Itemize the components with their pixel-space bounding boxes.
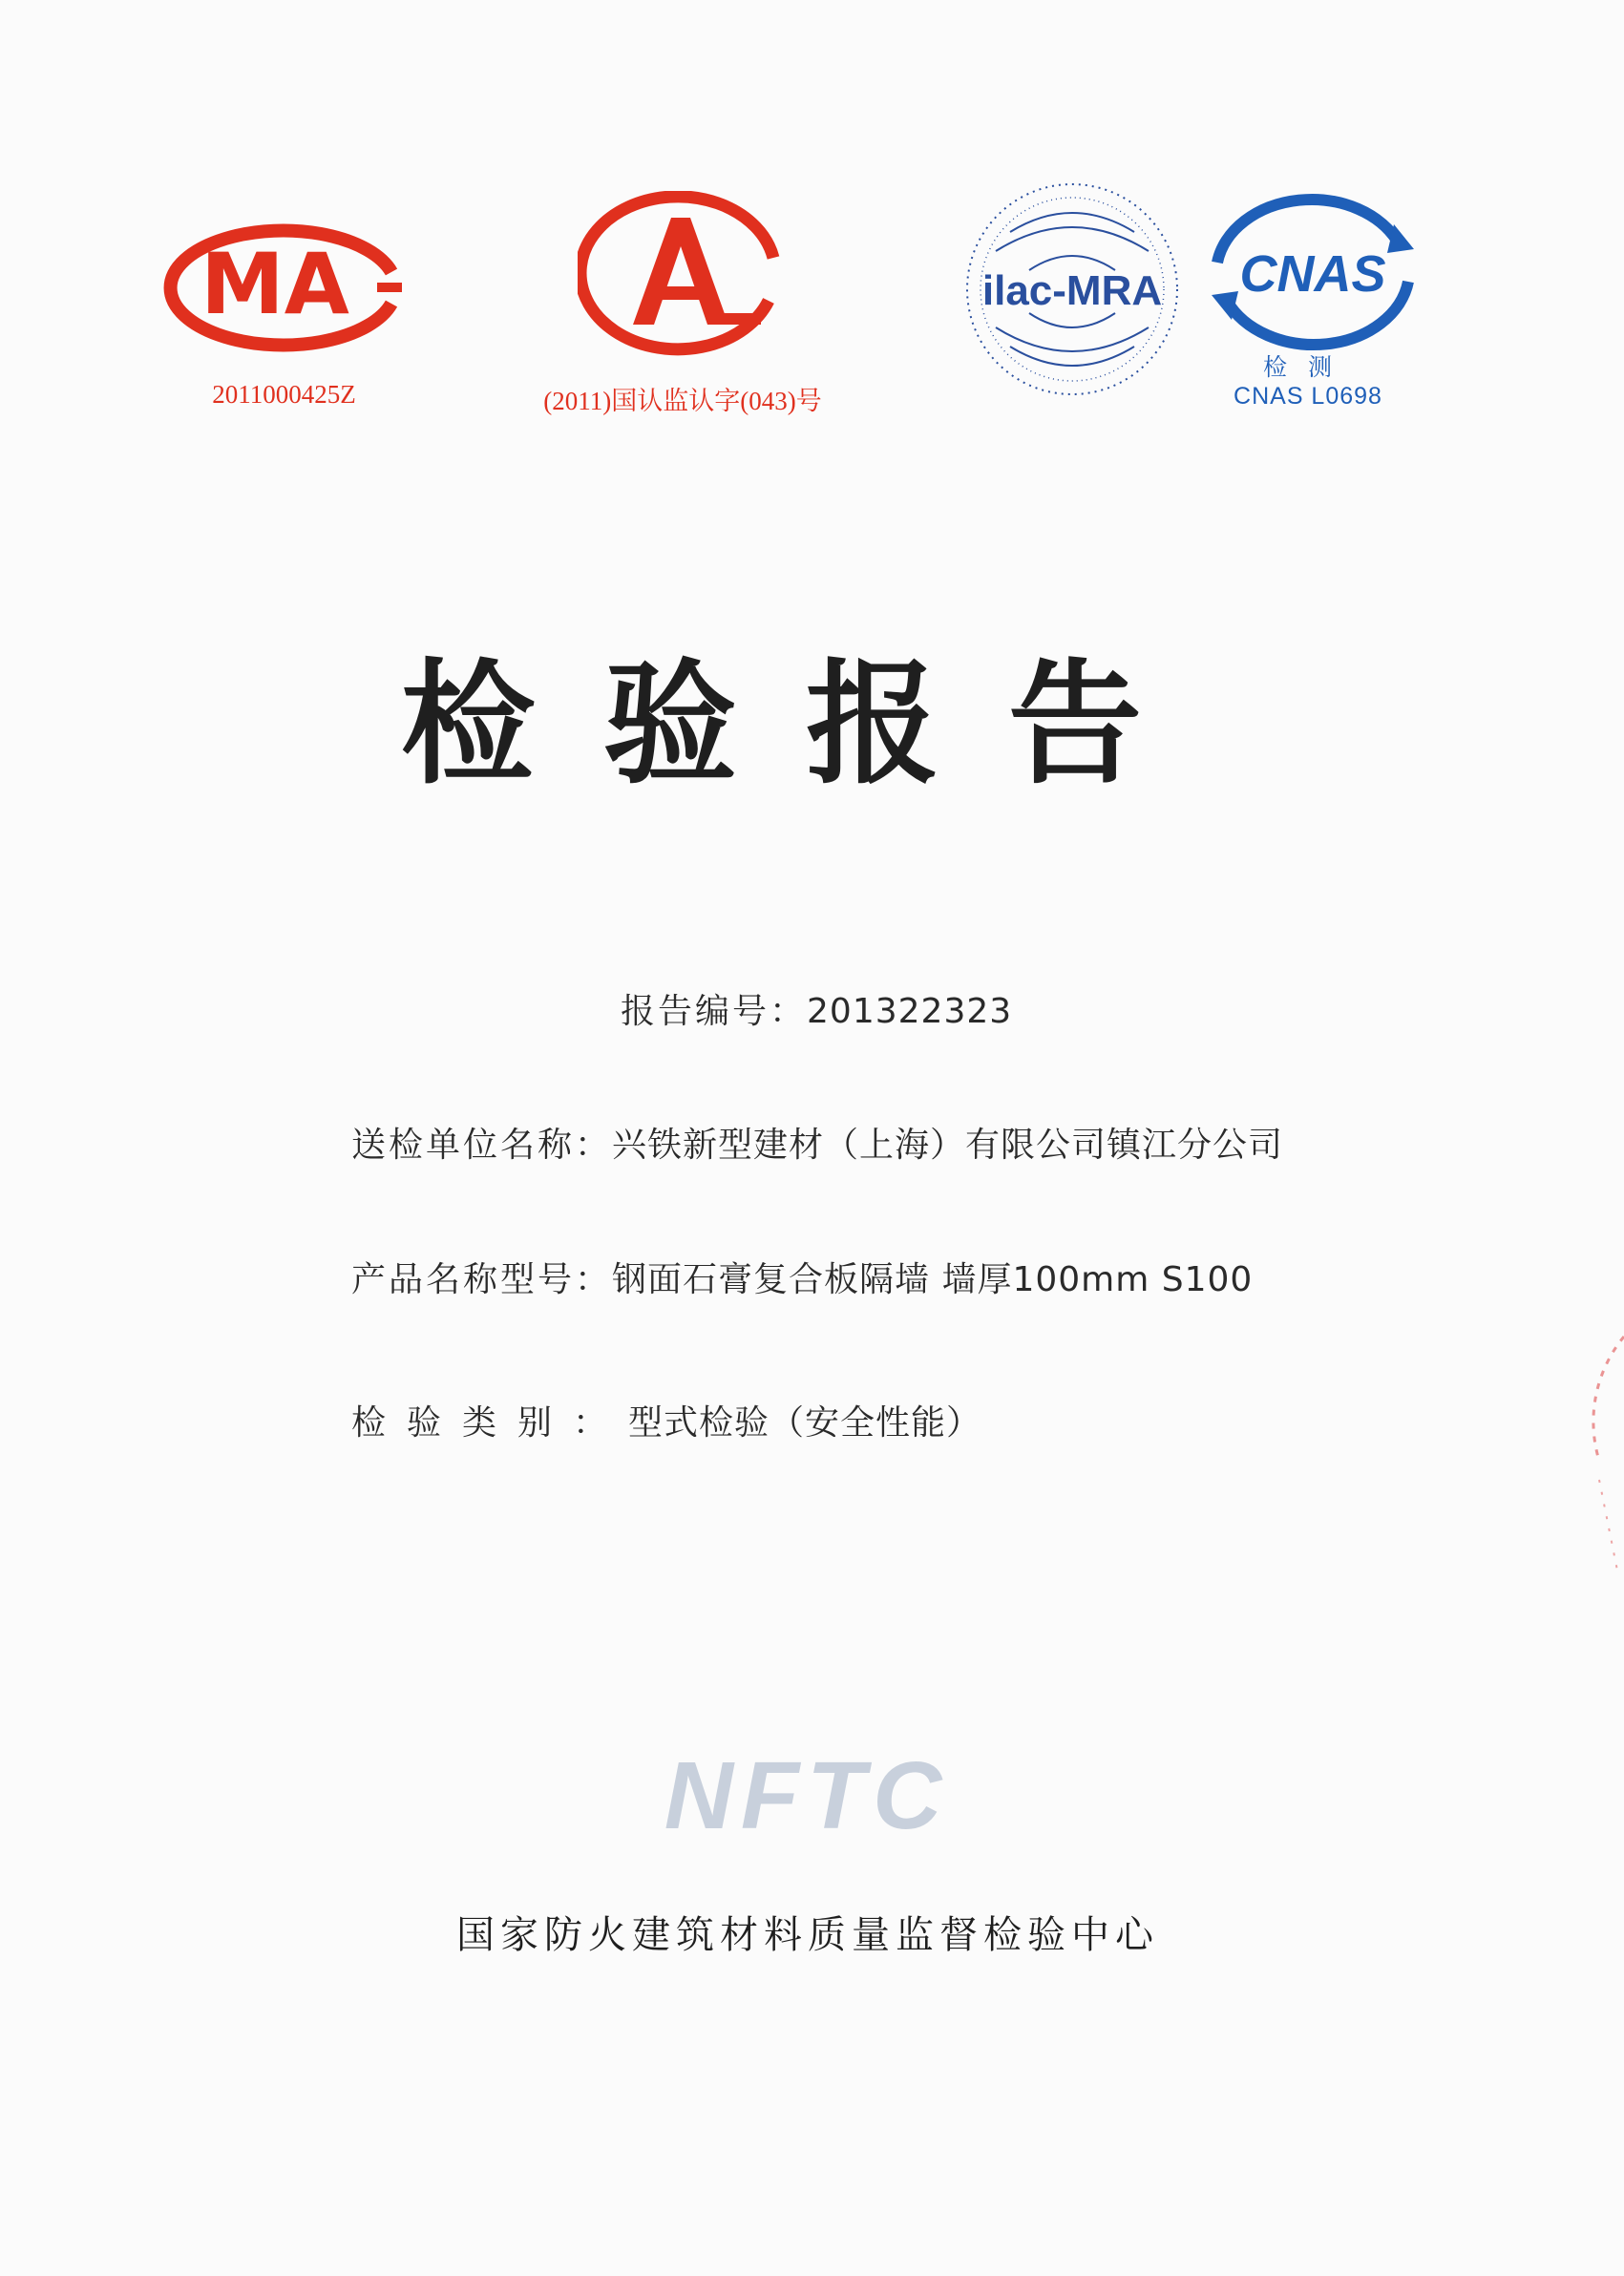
nftc-mark-icon — [635, 1742, 979, 1847]
cma-logo — [162, 220, 406, 353]
institution-name: 国家防火建筑材料质量监督检验中心 — [456, 1913, 1159, 1957]
field-submitter — [351, 1128, 1283, 1163]
cnas-caption-code: CNAS L0698 — [1234, 383, 1382, 410]
report-number-label: 报告编号： — [621, 992, 808, 1031]
cal-caption: (2011)国认监认字(043)号 — [543, 387, 822, 415]
cma-mark-icon — [162, 220, 406, 353]
cma-mark-text: MA — [200, 235, 349, 333]
field-category-label: 检验类别： — [351, 1403, 629, 1443]
report-number — [621, 992, 1013, 1031]
cnas-caption — [1198, 348, 1418, 411]
field-category-value: 型式检验（安全性能） — [628, 1403, 982, 1443]
field-submitter-value: 兴铁新型建材（上海）有限公司镇江分公司 — [612, 1126, 1284, 1165]
cnas-mark-text: CNAS — [1239, 245, 1386, 303]
report-number-value: 201322323 — [807, 992, 1013, 1031]
cal-mark-icon — [578, 191, 788, 358]
nftc-logo — [635, 1742, 979, 1847]
cnas-mark-icon — [1198, 186, 1427, 358]
cal-logo — [578, 191, 788, 358]
ilac-mark-text: ilac-MRA — [981, 267, 1163, 314]
nftc-mark-text: NFTC — [664, 1742, 950, 1847]
seal-fragment — [1561, 1317, 1624, 1604]
ilac-mra-logo — [958, 175, 1187, 404]
field-product-label: 产品名称型号： — [351, 1260, 613, 1299]
field-submitter-label: 送检单位名称： — [351, 1126, 613, 1165]
field-product-value: 钢面石膏复合板隔墙 墙厚100mm S100 — [612, 1260, 1254, 1299]
field-product — [351, 1260, 1254, 1299]
field-category — [351, 1403, 982, 1443]
ilac-globe-icon — [958, 175, 1187, 404]
red-seal-icon — [1561, 1317, 1624, 1604]
cma-code: 2011000425Z — [212, 380, 356, 409]
cnas-logo — [1198, 186, 1427, 358]
page-title: 检验报告 — [401, 647, 1212, 803]
cnas-caption-cn: 检测 — [1262, 354, 1353, 381]
